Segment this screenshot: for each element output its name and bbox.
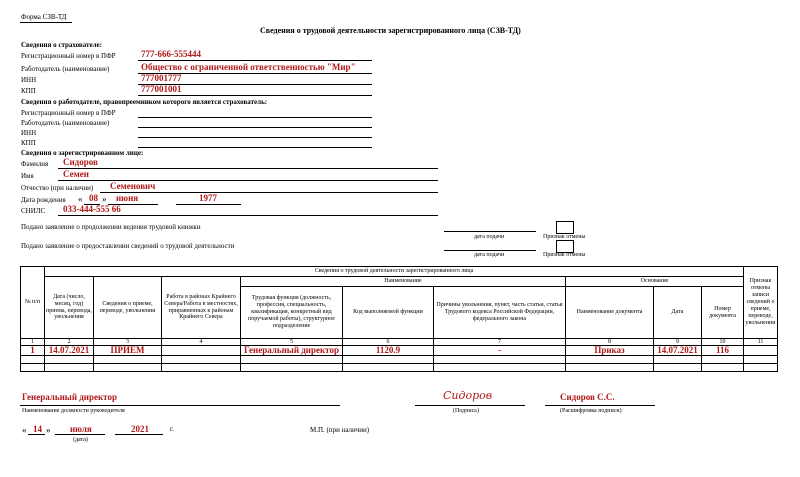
continue-cancel-box[interactable] (556, 221, 574, 234)
successor-employer-label: Работодатель (наименование) (21, 119, 110, 127)
col-number: 11 (744, 339, 778, 346)
insurer-kpp-label: КПП (21, 87, 36, 95)
insurer-reg-value: 777-666-555444 (141, 49, 201, 59)
cell-position: Генеральный директор (241, 346, 343, 356)
col-number: 8 (566, 339, 654, 346)
cell-index: 1 (21, 346, 45, 356)
provide-cancel-caption: Признак отмены (543, 252, 586, 258)
manager-position-caption: Наименование должности руководителя (22, 408, 125, 414)
cell-dismissal-reason: - (434, 346, 566, 356)
cell-date: 14.07.2021 (45, 346, 94, 356)
group-header: Сведения о трудовой деятельности зарегистрированного лица (45, 267, 744, 277)
col-header-10: Номер документа (702, 287, 744, 339)
provide-date-caption: дата подачи (474, 252, 505, 258)
cell-event: ПРИЕМ (94, 346, 162, 356)
continue-statement-label: Подано заявление о продолжении ведения трудовой книжки (21, 223, 201, 231)
col-header-6: Код выполняемой функции (343, 287, 434, 339)
basis-group-header: Основание (566, 277, 744, 287)
employment-table (20, 266, 778, 372)
cell-document-name: Приказ (566, 346, 654, 356)
form-label: Форма СЗВ-ТД (21, 13, 67, 21)
snils-value: 033-444-555 66 (63, 204, 121, 214)
insurer-employer-label: Работодатель (наименование) (21, 65, 110, 73)
table-row (21, 364, 778, 372)
continue-cancel-caption: Признак отмены (543, 234, 586, 240)
sign-month: июля (70, 424, 92, 434)
col-header-9: Дата (654, 287, 702, 339)
insurer-reg-label: Регистрационный номер в ПФР (21, 52, 116, 60)
decode-caption: (Расшифровка подписи) (560, 408, 622, 414)
col-number: 2 (45, 339, 94, 346)
surname-label: Фамилия (21, 160, 49, 168)
col-header-2: Дата (число, месяц, год) приема, перевода, увольнения (45, 277, 94, 339)
insurer-kpp-value: 777001001 (141, 84, 182, 94)
sign-year: 2021 (131, 424, 149, 434)
cell-document-date: 14.07.2021 (654, 346, 702, 356)
birth-day: 08 (89, 193, 98, 203)
birth-label: Дата рождения (21, 196, 66, 204)
col-number: 6 (343, 339, 434, 346)
col-header-4: Работа в районах Крайнего Севера/Работа в местностях, приравненных к районам Крайнего Севера (162, 277, 241, 339)
patronymic-label: Отчество (при наличии) (21, 184, 94, 192)
cell-function-code: 1120.9 (343, 346, 434, 356)
successor-kpp-label: КПП (21, 139, 36, 147)
cell-north (162, 346, 241, 356)
stamp-label: М.П. (при наличии) (310, 426, 370, 434)
name-value: Семен (63, 169, 89, 179)
insurer-employer-value: Общество с ограниченной ответственностью "Мир" (141, 62, 356, 72)
person-heading: Сведения о зарегистрированном лице: (21, 149, 144, 157)
col-header-8: Наименование документа (566, 287, 654, 339)
insurer-inn-label: ИНН (21, 76, 37, 84)
col-number: 7 (434, 339, 566, 346)
cell-document-number: 116 (702, 346, 744, 356)
col-number: 9 (654, 339, 702, 346)
birth-month: июня (116, 193, 139, 203)
sign-day: 14 (33, 424, 42, 434)
snils-label: СНИЛС (21, 207, 46, 215)
successor-reg-label: Регистрационный номер в ПФР (21, 109, 116, 117)
continue-date-caption: дата подачи (474, 234, 505, 240)
manager-position: Генеральный директор (22, 392, 117, 402)
successor-inn-label: ИНН (21, 129, 37, 137)
cell-cancel-flag (744, 346, 778, 356)
col-number: 5 (241, 339, 343, 346)
table-row (21, 346, 778, 356)
name-label: Имя (21, 172, 34, 180)
name-group-header: Наименование (241, 277, 566, 287)
col-number: 10 (702, 339, 744, 346)
col-number: 3 (94, 339, 162, 346)
manager-signature: Сидоров (443, 389, 493, 402)
surname-value: Сидоров (63, 157, 98, 167)
col-header-11: Признак отмены записи сведений о приеме, переводе, увольнении (744, 267, 778, 339)
col-number: 4 (162, 339, 241, 346)
col-header-7: Причины увольнения, пункт, часть статьи, статья Трудового кодекса Российской Федерации, федерального закона (434, 287, 566, 339)
sign-caption: (Подпись) (453, 408, 480, 414)
provide-statement-label: Подано заявление о предоставлении сведений о трудовой деятельности (21, 242, 235, 250)
col-number: 1 (21, 339, 45, 346)
table-row (21, 356, 778, 364)
year-suffix: г. (170, 425, 174, 433)
col-header-1: № п/п (21, 267, 45, 339)
insurer-heading: Сведения о страхователе: (21, 41, 102, 49)
col-header-5: Трудовая функция (должность, профессия, специальность, квалификация, конкретный вид поручаемой работы), структурное подразделение (241, 287, 343, 339)
birth-year: 1977 (199, 193, 217, 203)
manager-signature-decode: Сидоров С.С. (560, 392, 615, 402)
form-title: Сведения о трудовой деятельности зарегистрированного лица (СЗВ-ТД) (260, 26, 521, 35)
successor-heading: Сведения о работодателе, правопреемником которого является страхователь: (21, 98, 268, 106)
patronymic-value: Семенович (110, 181, 156, 191)
col-header-3: Сведения о приеме, переводе, увольнении (94, 277, 162, 339)
insurer-inn-value: 777001777 (141, 73, 182, 83)
sign-date-caption: (дата) (73, 437, 88, 443)
